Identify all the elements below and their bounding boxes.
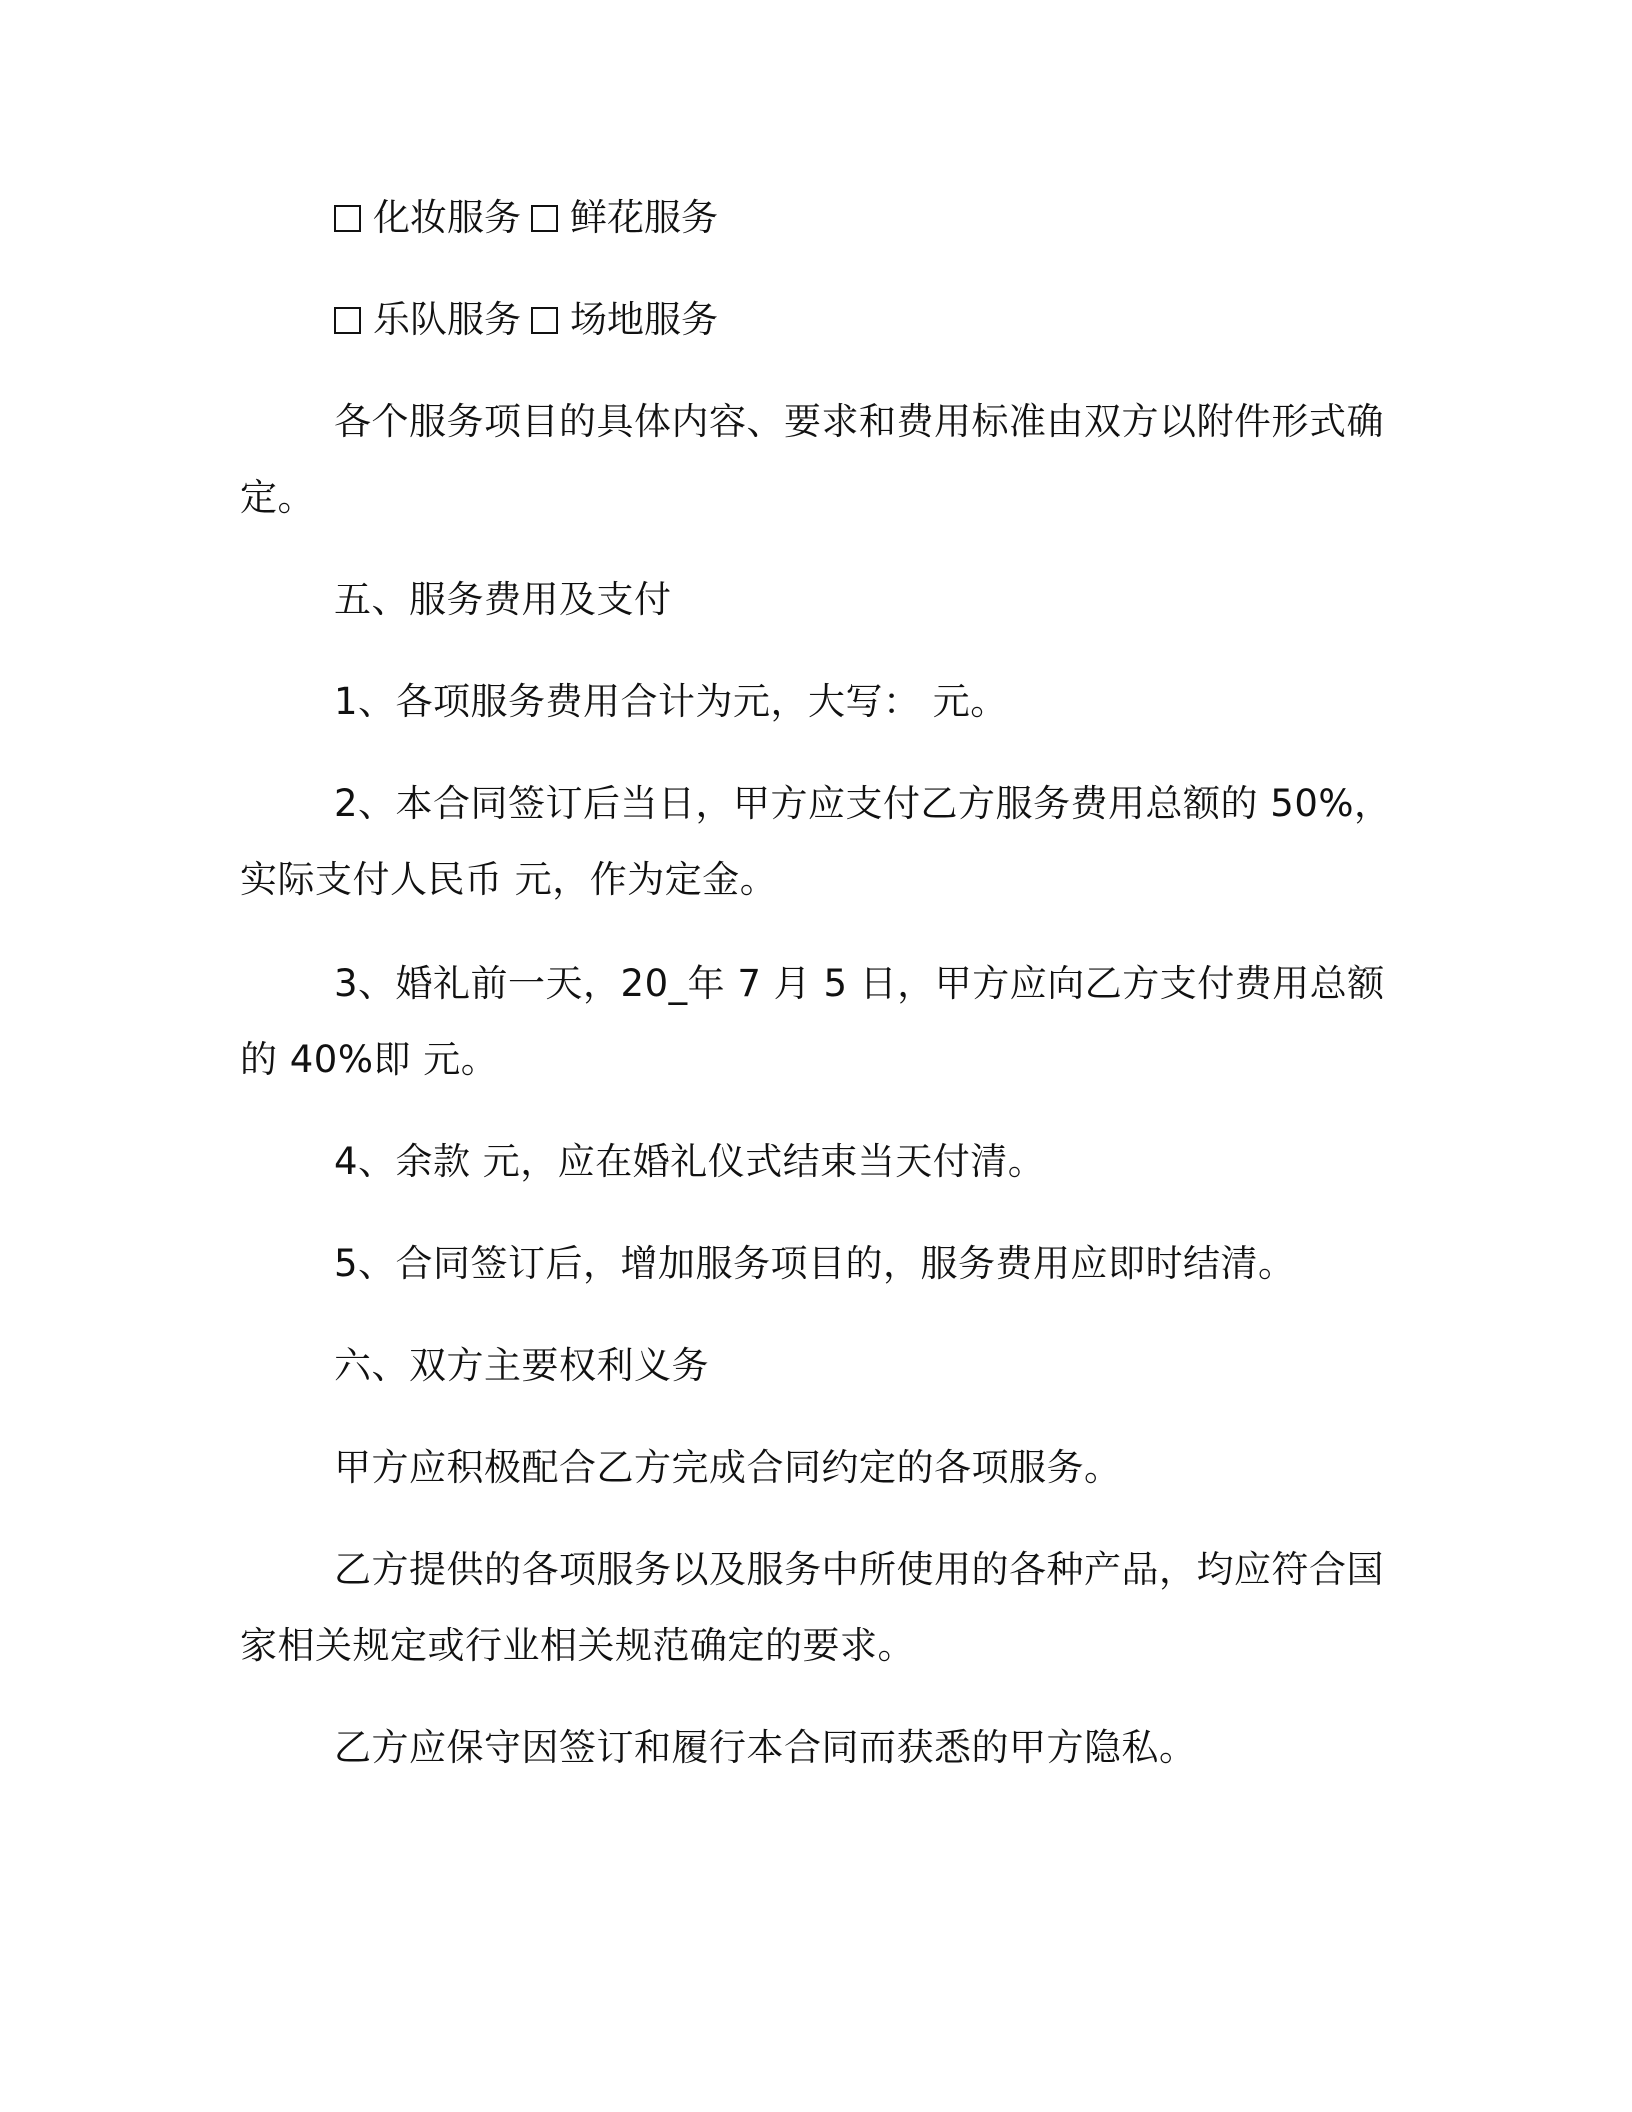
rights-paragraph-3: 乙方应保守因签订和履行本合同而获悉的甲方隐私。 <box>334 1726 1197 1769</box>
checkbox-makeup[interactable] <box>334 205 361 232</box>
paragraph-service-details-line-1: 各个服务项目的具体内容、要求和费用标准由双方以附件形式确 <box>334 400 1384 443</box>
section-five-heading: 五、服务费用及支付 <box>334 578 672 621</box>
section-six-heading: 六、双方主要权利义务 <box>334 1344 709 1387</box>
clause-2-line-2: 实际支付人民币 元，作为定金。 <box>240 858 778 901</box>
clause-3-line-2: 的 40%即 元。 <box>240 1038 499 1081</box>
service-checkbox-row-1 <box>334 196 718 240</box>
checkbox-label-makeup: 化妆服务 <box>373 196 521 239</box>
checkbox-flowers[interactable] <box>531 205 558 232</box>
checkbox-label-venue: 场地服务 <box>570 298 718 341</box>
checkbox-label-band: 乐队服务 <box>373 298 521 341</box>
rights-paragraph-2-line-1: 乙方提供的各项服务以及服务中所使用的各种产品，均应符合国 <box>334 1548 1384 1591</box>
clause-4: 4、余款 元，应在婚礼仪式结束当天付清。 <box>334 1140 1046 1183</box>
clause-2-line-1: 2、本合同签订后当日，甲方应支付乙方服务费用总额的 50%， <box>334 782 1392 825</box>
service-checkbox-row-2 <box>334 298 718 342</box>
rights-paragraph-1: 甲方应积极配合乙方完成合同约定的各项服务。 <box>334 1446 1122 1489</box>
clause-5: 5、合同签订后，增加服务项目的，服务费用应即时结清。 <box>334 1242 1296 1285</box>
checkbox-band[interactable] <box>334 307 361 334</box>
clause-3-line-1: 3、婚礼前一天，20_年 7 月 5 日，甲方应向乙方支付费用总额 <box>334 962 1385 1005</box>
rights-paragraph-2-line-2: 家相关规定或行业相关规范确定的要求。 <box>240 1624 915 1667</box>
checkbox-venue[interactable] <box>531 307 558 334</box>
clause-1: 1、各项服务费用合计为元，大写： 元。 <box>334 680 1008 723</box>
checkbox-label-flowers: 鲜花服务 <box>570 196 718 239</box>
paragraph-service-details-line-2: 定。 <box>240 476 315 519</box>
